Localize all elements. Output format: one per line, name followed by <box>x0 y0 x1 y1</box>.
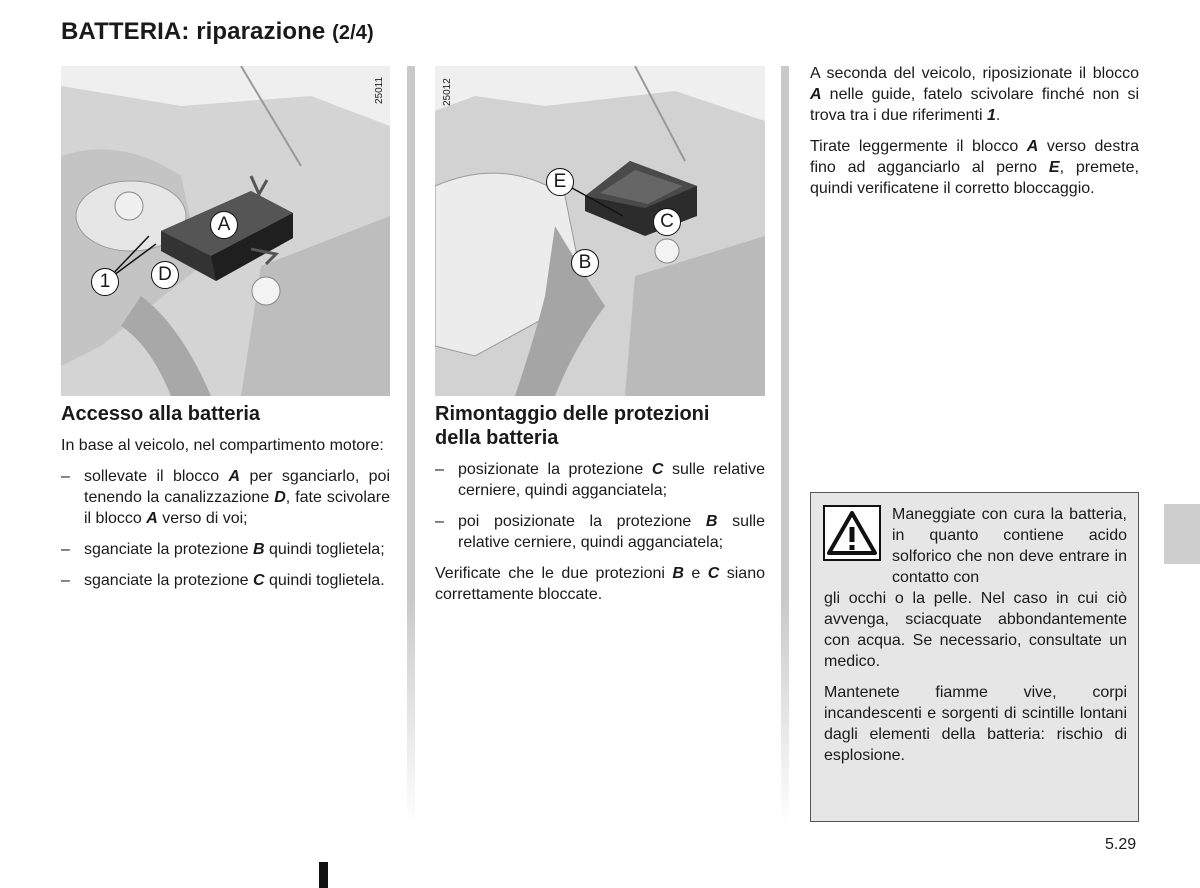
engine-bay-illustration-2 <box>435 66 765 396</box>
paragraph: A seconda del veicolo, riposizionate il blocco A nelle guide, fatelo scivolare finché non si trova tra i due riferimenti 1. <box>810 65 1139 124</box>
intro-paragraph: In base al veicolo, nel compartimento motore: <box>61 437 384 454</box>
page-number: 5.29 <box>1105 836 1137 853</box>
list-item: – sganciate la protezione B quindi toglietela; <box>61 539 390 560</box>
section-body <box>61 435 390 591</box>
list-item: – poi posizionate la protezione B sulle relative cerniere, quindi agganciatela; <box>435 511 765 553</box>
list-item: – sollevate il blocco A per sganciarlo, poi tenendo la canalizzazione D, fate scivolare il blocco A verso di voi; <box>61 466 390 529</box>
chapter-tab <box>1164 504 1200 564</box>
crop-mark <box>319 862 328 888</box>
step-list <box>61 466 390 591</box>
section-heading: Accesso alla batteria <box>61 403 260 425</box>
figure-protection-refit <box>435 66 765 396</box>
callout-1: 1 <box>91 268 119 296</box>
callout-c: C <box>653 208 681 236</box>
figure-id: 25012 <box>442 78 453 106</box>
note-paragraph: Verificate che le due protezioni B e C siano correttamente bloccate. <box>435 565 765 603</box>
paragraph: Tirate leggermente il blocco A verso destra fino ad agganciarlo al perno E, premete, quindi verificatene il corretto bloccaggio. <box>810 138 1140 197</box>
section-heading: Rimontaggio delle protezioni della batteria <box>435 403 710 449</box>
figure-id: 25011 <box>374 76 385 104</box>
column-divider <box>407 66 415 826</box>
section-protection-refit <box>435 402 765 615</box>
warning-paragraph: Mantenete fiamme vive, corpi incandescenti e sorgenti di scintille lontani dagli elementi della batteria: rischio di esplosione. <box>824 684 1127 764</box>
list-item: – sganciate la protezione C quindi toglietela. <box>61 570 390 591</box>
callout-a: A <box>210 211 238 239</box>
warning-box <box>810 492 1139 822</box>
page-title-text: BATTERIA: riparazione <box>61 18 326 45</box>
step-list <box>435 459 765 553</box>
callout-b: B <box>571 249 599 277</box>
callout-d: D <box>151 261 179 289</box>
callout-e: E <box>546 168 574 196</box>
warning-text <box>824 504 1127 776</box>
figure-battery-access <box>61 66 390 396</box>
list-item: – posizionate la protezione C sulle relative cerniere, quindi agganciatela; <box>435 459 765 501</box>
column-divider <box>781 66 789 826</box>
section-body <box>435 459 765 605</box>
warning-paragraph: Maneggiate con cura la batteria, in quanto contiene acido solforico che non deve entrare in contatto con gli occhi o la pelle. Nel caso in cui ciò avvenga, sciacquate abbondantemente con acqua. Se necessario, consultate un medico. <box>824 506 1127 670</box>
section-battery-access <box>61 402 390 601</box>
page-title-part: (2/4) <box>332 22 374 44</box>
page-title <box>61 18 374 46</box>
section-reposition <box>810 63 1139 209</box>
